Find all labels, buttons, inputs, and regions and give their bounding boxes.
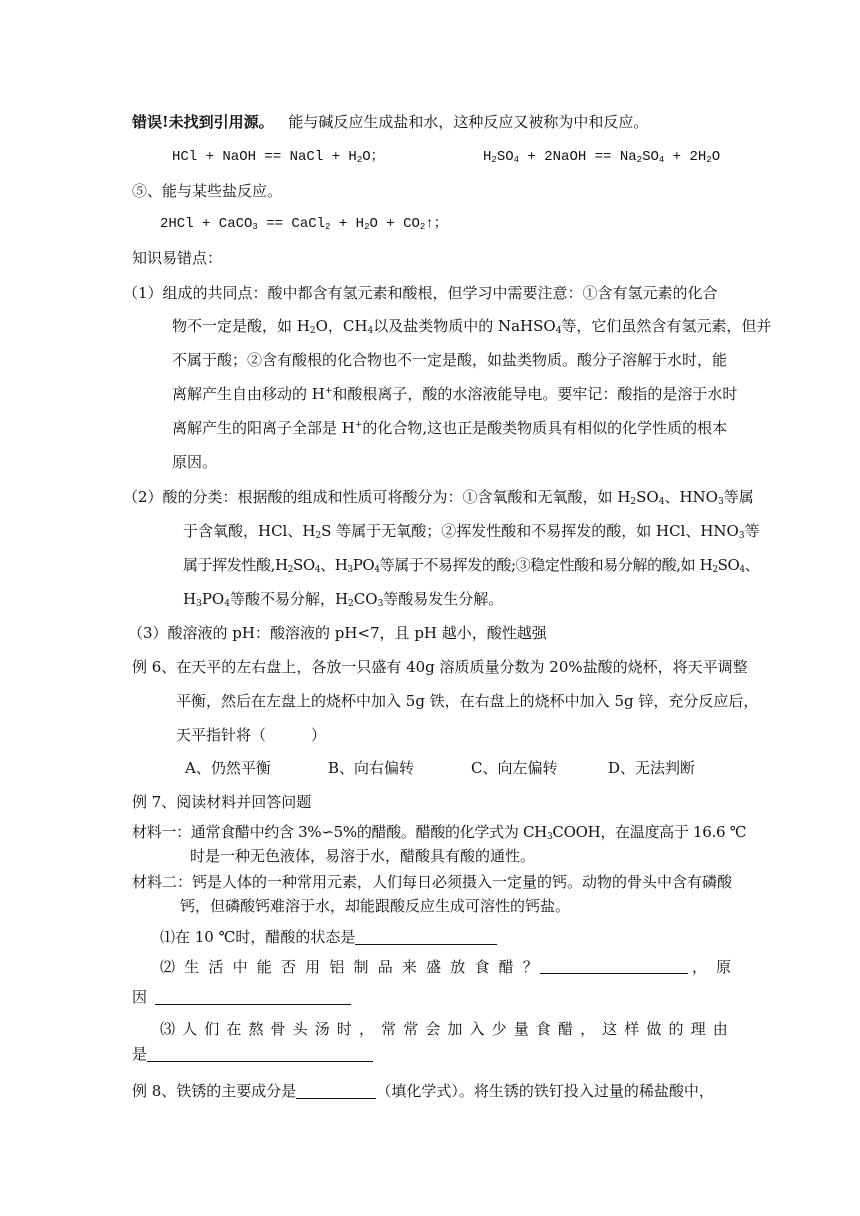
q2-yuan: 原: [716, 958, 732, 976]
ex6-option-b: B、向右偏转: [328, 759, 415, 777]
p2-line-3: 属于挥发性酸$,H_2SO_4$、$H_3PO_4$等属于不易挥发的酸;③稳定性酸和易分解的酸,如 $H_2SO_4$、: [183, 556, 760, 575]
p1-line-6: 原因。: [172, 453, 218, 471]
ex7-question-1: ⑴在 10 ℃时，醋酸的状态是: [160, 927, 497, 947]
ex6-line-3: 天平指针将（ ）: [176, 726, 327, 744]
p2-line-2: 于含氧酸，HCl、$H_2S$ 等属于无氧酸；②挥发性酸和不易挥发的酸，如 HCl、$HNO_3$等: [183, 522, 760, 541]
neutralization-text: 能与碱反应生成盐和水，这种反应又被称为中和反应。: [288, 113, 649, 131]
item-salt-reaction: ⑤、能与某些盐反应。: [132, 182, 283, 200]
ex8-line-1: 例 8、铁锈的主要成分是 （填化学式）。将生锈的铁钉投入过量的稀盐酸中，: [132, 1082, 714, 1100]
p1-line-3: 不属于酸；②含有酸根的化合物也不一定是酸，如盐类物质。酸分子溶解于水时，能: [172, 351, 728, 369]
ex7-material-1-line-1: 材料一：通常食醋中约含 3%∽5%的醋酸。醋酸的化学式为 $CH_3COOH$，在温度高于 16.6 ℃: [132, 823, 747, 842]
answer-blank-2[interactable]: [540, 958, 688, 974]
section-title-errors: 知识易错点：: [132, 249, 223, 267]
equation-hcl-caco3: 2HCl + CaCO$_3$ == CaCl$_2$ + $H_2O$ + $CO_2↑$；: [160, 216, 448, 232]
ex7-question-2: ⑵ 生 活 中 能 否 用 铝 制 品 来 盛 放 食 醋 ？: [160, 958, 538, 976]
ex7-question-2-reason: 因: [132, 987, 351, 1007]
ex6-option-a: A、仍然平衡: [185, 759, 271, 777]
answer-blank-5[interactable]: [296, 1083, 376, 1099]
ex7-question-3: ⑶ 人 们 在 熬 骨 头 汤 时 ， 常 常 会 加 入 少 量 食 醋 ， 这 样 做 的 理 由: [160, 1020, 728, 1038]
equation-hcl-naoh: HCl + NaOH == NaCl + $H_2O$；: [172, 149, 385, 165]
p1-line-2: 物不一定是酸，如 $H_2O$，$CH_4$以及盐类物质中的 NaHSO$_4$等，它们虽然含有氢元素，但并: [172, 317, 772, 336]
p3-ph-line: （3）酸溶液的 pH：酸溶液的 pH<7，且 pH 越小，酸性越强: [128, 624, 547, 642]
ex7-material-2-line-2: 钙，但磷酸钙难溶于水，却能跟酸反应生成可溶性的钙盐。: [180, 897, 571, 915]
ex6-option-c: C、向左偏转: [471, 759, 558, 777]
q2-comma: ，: [692, 958, 708, 976]
ex7-title: 例 7、阅读材料并回答问题: [132, 793, 312, 811]
neutralization-line: [132, 112, 648, 132]
ex7-material-2-line-1: 材料二：钙是人体的一种常用元素，人们每日必须摄入一定量的钙。动物的骨头中含有磷酸: [132, 873, 733, 891]
ex6-line-2: 平衡，然后在左盘上的烧杯中加入 5g 铁，在右盘上的烧杯中加入 5g 锌，充分反应后，: [176, 692, 759, 710]
ex7-material-1-line-2: 时是一种无色液体，易溶于水，醋酸具有酸的通性。: [190, 847, 536, 865]
ex6-line-1: 例 6、在天平的左右盘上，各放一只盛有 40g 溶质质量分数为 20%盐酸的烧杯，将天平调整: [132, 658, 748, 676]
p1-line-5: 离解产生的阳离子全部是 H+的化合物,这也正是酸类物质具有相似的化学性质的根本: [172, 419, 728, 437]
answer-blank-1[interactable]: [355, 929, 497, 945]
error-reference: 错误!未找到引用源。: [132, 113, 274, 131]
p1-line-1: （1）组成的共同点：酸中都含有氢元素和酸根，但学习中需要注意：①含有氢元素的化合: [123, 284, 718, 302]
equation-h2so4-naoh: $H_2SO_4$ + 2NaOH == $Na_2SO_4 + 2H_2O$: [483, 149, 721, 165]
answer-blank-3[interactable]: [155, 989, 351, 1005]
ex7-question-3-end: 是: [132, 1044, 373, 1064]
p1-line-4: 离解产生自由移动的 H+和酸根离子，酸的水溶液能导电。要牢记：酸指的是溶于水时: [172, 385, 738, 403]
p2-line-4: $H_3PO_4$等酸不易分解，$H_2CO_3$等酸易发生分解。: [183, 590, 504, 609]
answer-blank-4[interactable]: [147, 1046, 373, 1062]
p2-line-1: （2）酸的分类：根据酸的组成和性质可将酸分为：①含氧酸和无氧酸，如 $H_2SO_4$、$HNO_3$等属: [123, 488, 754, 507]
ex6-option-d: D、无法判断: [608, 759, 696, 777]
